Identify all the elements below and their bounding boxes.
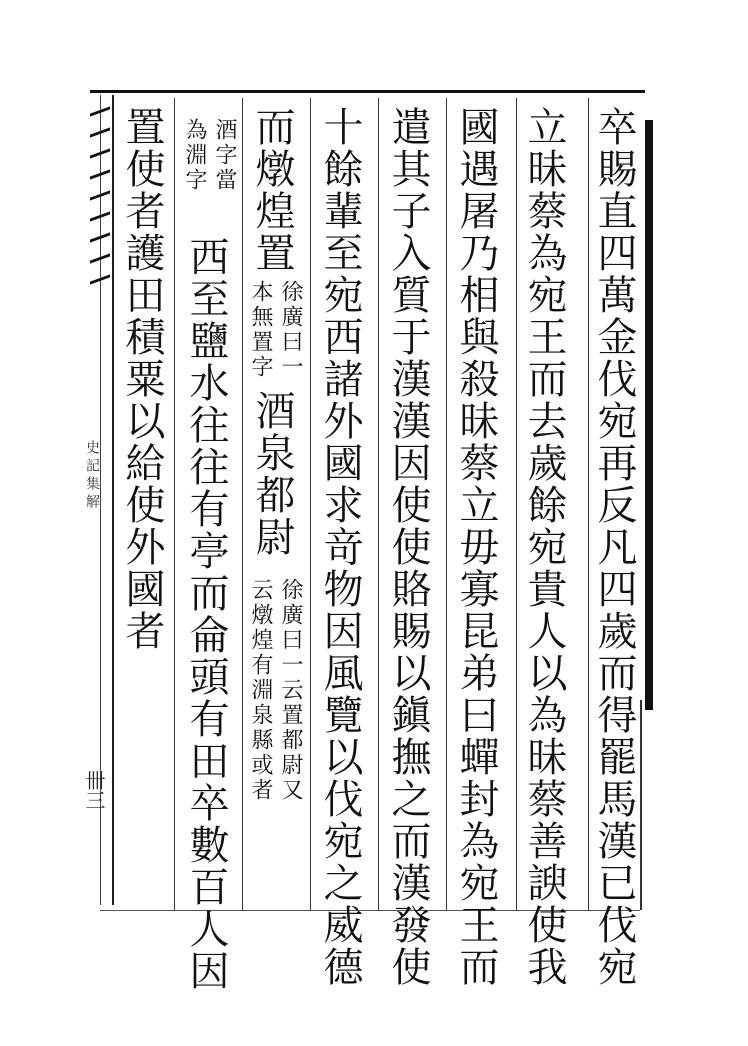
frame-right-border-lower <box>640 700 642 910</box>
text-column-5: 十餘輩至宛西諸外國求竒物因風覽以伐宛之威德 <box>317 106 363 988</box>
fish-tail-ornament <box>90 110 112 380</box>
annotation-7-left: 為淵字 <box>182 118 207 193</box>
text-column-1: 卒賜直四萬金伐宛再反凡四歲而得罷馬漢已伐宛 <box>591 106 637 988</box>
margin-book-title: 史記集解 <box>84 440 100 512</box>
text-column-8: 置使者護田積粟以給使外國者 <box>119 106 165 652</box>
annotation-6b-left: 云燉煌有淵泉縣或者 <box>248 578 273 803</box>
column-rule <box>588 98 589 910</box>
margin-rule <box>112 95 114 905</box>
annotation-6b-right: 徐廣曰一云置都尉又 <box>278 578 303 803</box>
text-column-6-part-b: 酒泉都尉 <box>249 390 295 558</box>
annotation-6a-right: 徐廣曰一 <box>278 280 303 380</box>
column-rule <box>446 98 447 910</box>
text-column-7: 西至鹽水往往有亭而侖頭有田卒數百人因 <box>183 236 229 992</box>
column-rule <box>174 98 175 910</box>
text-column-2: 立昧蔡為宛王而去歲餘宛貴人以為昧蔡善諛使我 <box>521 106 567 988</box>
annotation-6a-left: 本無置字 <box>248 280 273 380</box>
frame-top-border <box>90 90 645 93</box>
annotation-7-right: 酒字當 <box>212 118 237 193</box>
text-column-6-part-a: 而燉煌置 <box>249 106 295 274</box>
text-column-4: 遣其子入質于漢漢因使使賂賜以鎭撫之而漢發使 <box>385 106 431 988</box>
text-column-3: 國遇屠乃相與殺昧蔡立毋寡昆弟曰蟬封為宛王而 <box>453 106 499 988</box>
frame-right-border <box>645 120 653 710</box>
column-rule <box>310 98 311 910</box>
margin-page-number: 卌三 <box>82 770 106 810</box>
column-rule <box>516 98 517 910</box>
column-rule <box>242 98 243 910</box>
column-rule <box>378 98 379 910</box>
